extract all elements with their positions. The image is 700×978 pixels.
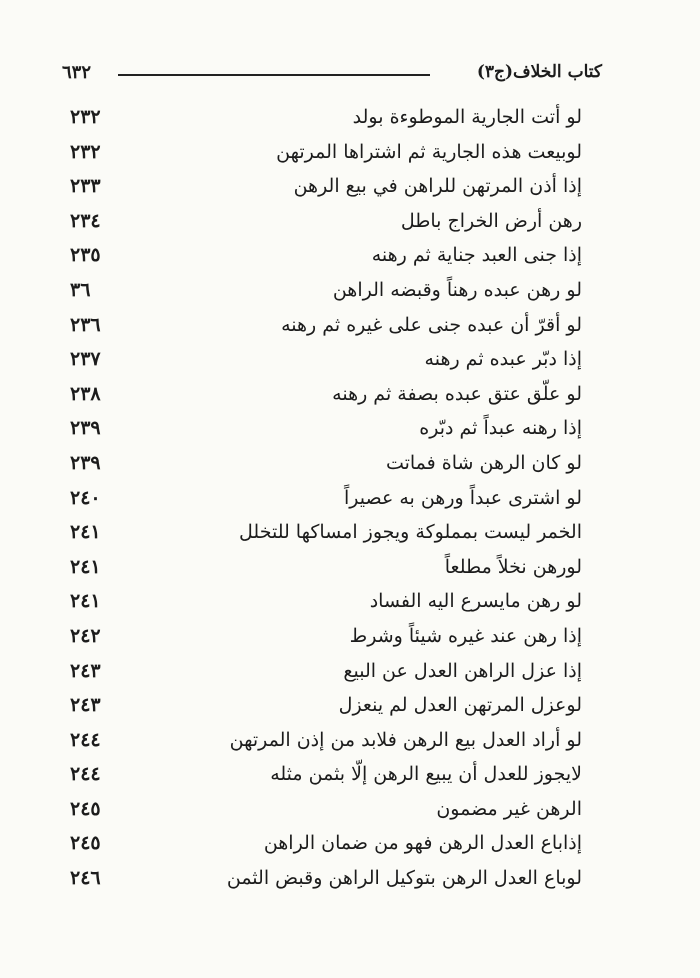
entry-page-number: ٢٣٣ xyxy=(70,175,101,198)
index-entry xyxy=(70,587,582,622)
entry-page-number: ٢٣٧ xyxy=(70,348,101,371)
entry-page-number: ٢٣٢ xyxy=(70,106,101,128)
running-title: كتاب الخلاف(ج٣) xyxy=(476,62,602,82)
index-entry xyxy=(70,172,582,207)
index-entry xyxy=(70,622,582,657)
entry-page-number: ٢٣٥ xyxy=(70,244,101,267)
entry-title: لو رهن مايسرع اليه الفساد xyxy=(369,590,582,613)
index-entry xyxy=(70,414,582,449)
entry-page-number: ٢٤٣ xyxy=(70,694,101,717)
entry-title: رهن أرض الخراج باطل xyxy=(400,209,582,232)
entry-title: لو أقرّ أن عبده جنى على غيره ثم رهنه xyxy=(281,313,582,336)
entry-title: لو أراد العدل بيع الرهن فلابد من إذن المرتهن xyxy=(229,728,582,751)
entry-page-number: ٢٣٩ xyxy=(70,417,101,440)
entry-title: لو رهن عبده رهناً وقبضه الراهن xyxy=(332,278,582,301)
entry-page-number: ٢٤٤ xyxy=(70,728,101,751)
entry-page-number: ٢٣٨ xyxy=(70,382,101,405)
index-entry xyxy=(70,345,582,380)
entry-page-number: ٢٣٤ xyxy=(70,209,101,232)
index-entry xyxy=(70,553,582,588)
entry-title: لوباع العدل الرهن بتوكيل الراهن وقبض الثمن xyxy=(226,867,582,890)
entry-page-number: ٣٦ xyxy=(70,278,91,301)
index-entry xyxy=(70,726,582,761)
entry-page-number: ٢٣٢ xyxy=(70,140,101,163)
index-entry xyxy=(70,276,582,311)
entry-page-number: ٢٤٠ xyxy=(70,486,101,509)
entry-title: إذا أذن المرتهن للراهن في بيع الرهن xyxy=(293,175,582,198)
entry-title: إذا جنى العبد جناية ثم رهنه xyxy=(371,244,582,267)
index-list xyxy=(70,103,582,899)
index-entry xyxy=(70,103,582,138)
entry-title: لو كان الرهن شاة فماتت xyxy=(385,451,582,474)
entry-page-number: ٢٤٢ xyxy=(70,624,101,647)
page-number: ٦٣٢ xyxy=(62,62,92,83)
entry-page-number: ٢٤١ xyxy=(70,590,101,613)
entry-page-number: ٢٤١ xyxy=(70,555,101,578)
entry-page-number: ٢٤١ xyxy=(70,521,101,544)
header-rule xyxy=(118,74,430,76)
entry-title: لوبيعت هذه الجارية ثم اشتراها المرتهن xyxy=(276,140,582,163)
entry-title: لو أتت الجارية الموطوءة بولد xyxy=(352,106,582,128)
entry-page-number: ٢٤٣ xyxy=(70,659,101,682)
entry-page-number: ٢٤٤ xyxy=(70,763,101,786)
index-entry xyxy=(70,795,582,830)
entry-title: لوعزل المرتهن العدل لم ينعزل xyxy=(338,694,582,717)
entry-title: لايجوز للعدل أن يبيع الرهن إلّا بثمن مثله xyxy=(270,763,582,786)
index-entry xyxy=(70,449,582,484)
index-entry xyxy=(70,760,582,795)
index-entry xyxy=(70,311,582,346)
entry-title: إذا دبّر عبده ثم رهنه xyxy=(424,348,582,371)
entry-title: الخمر ليست بمملوكة ويجوز امساكها للتخلل xyxy=(239,521,582,544)
entry-page-number: ٢٣٦ xyxy=(70,313,101,336)
entry-title: الرهن غير مضمون xyxy=(436,797,582,820)
index-entry xyxy=(70,380,582,415)
entry-page-number: ٢٤٦ xyxy=(70,867,101,890)
entry-title: لو اشترى عبداً ورهن به عصيراً xyxy=(343,486,582,509)
index-entry xyxy=(70,241,582,276)
entry-title: إذا رهنه عبداً ثم دبّره xyxy=(419,417,582,440)
entry-title: إذاباع العدل الرهن فهو من ضمان الراهن xyxy=(263,832,582,855)
entry-title: لو علّق عتق عبده بصفة ثم رهنه xyxy=(332,382,582,405)
entry-title: إذا رهن عند غيره شيئاً وشرط xyxy=(349,624,582,647)
index-entry xyxy=(70,691,582,726)
entry-title: إذا عزل الراهن العدل عن البيع xyxy=(343,659,582,682)
entry-page-number: ٢٣٩ xyxy=(70,451,101,474)
index-entry xyxy=(70,864,582,899)
index-entry xyxy=(70,207,582,242)
index-entry xyxy=(70,138,582,173)
index-entry xyxy=(70,518,582,553)
page-header xyxy=(58,62,606,90)
entry-page-number: ٢٤٥ xyxy=(70,832,101,855)
index-entry xyxy=(70,484,582,519)
index-entry xyxy=(70,829,582,864)
index-entry xyxy=(70,657,582,692)
entry-page-number: ٢٤٥ xyxy=(70,797,101,820)
entry-title: لورهن نخلاً مطلعاً xyxy=(444,555,582,578)
